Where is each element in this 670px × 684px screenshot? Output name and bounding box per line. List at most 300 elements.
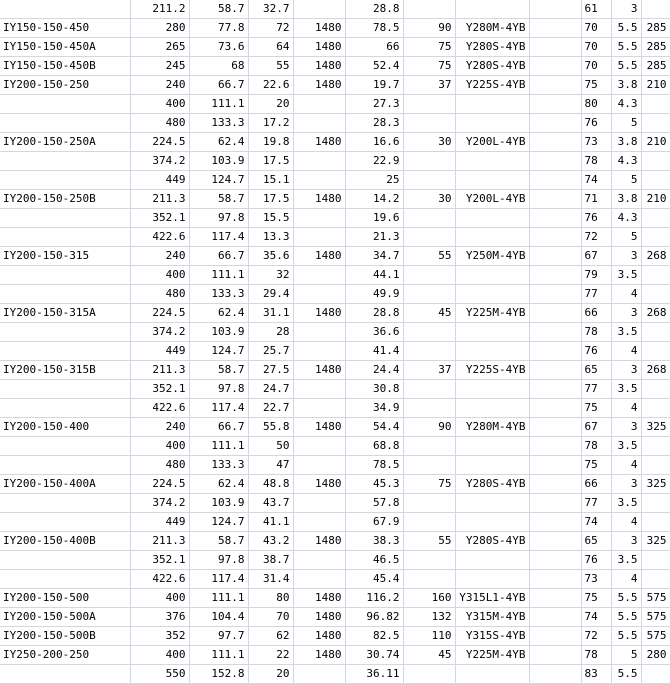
grid-cell[interactable]: 3 [611,0,641,19]
grid-cell[interactable]: 90 [403,418,455,437]
grid-cell[interactable]: 28.8 [345,304,403,323]
grid-cell[interactable]: IY200-150-400B [0,532,130,551]
grid-cell[interactable] [529,190,581,209]
grid-cell[interactable]: Y250M-4YB [455,247,529,266]
grid-cell[interactable]: 71 [581,190,611,209]
grid-cell[interactable]: 73.6 [189,38,248,57]
grid-cell[interactable]: 97.8 [189,209,248,228]
grid-cell[interactable]: 35.6 [248,247,293,266]
grid-cell[interactable]: 44.1 [345,266,403,285]
grid-cell[interactable]: 103.9 [189,323,248,342]
grid-cell[interactable]: 1480 [293,532,345,551]
grid-cell[interactable] [455,665,529,684]
grid-cell[interactable] [403,152,455,171]
grid-cell[interactable] [641,114,670,133]
grid-cell[interactable] [529,551,581,570]
grid-cell[interactable]: 62.4 [189,304,248,323]
grid-cell[interactable]: 58.7 [189,190,248,209]
grid-cell[interactable] [529,19,581,38]
grid-cell[interactable]: 76 [581,114,611,133]
grid-cell[interactable]: 66 [581,304,611,323]
grid-cell[interactable]: 285 [641,57,670,76]
grid-cell[interactable]: 13.3 [248,228,293,247]
grid-cell[interactable]: 67.9 [345,513,403,532]
grid-cell[interactable]: 76 [581,342,611,361]
grid-cell[interactable]: IY200-150-250A [0,133,130,152]
grid-cell[interactable]: 19.6 [345,209,403,228]
grid-cell[interactable] [529,494,581,513]
grid-cell[interactable]: 3.5 [611,323,641,342]
grid-cell[interactable] [293,380,345,399]
grid-cell[interactable]: 3.5 [611,437,641,456]
grid-cell[interactable]: 1480 [293,57,345,76]
grid-cell[interactable]: 4.3 [611,152,641,171]
grid-cell[interactable]: 66 [581,475,611,494]
grid-cell[interactable]: 5.5 [611,627,641,646]
grid-cell[interactable]: 55.8 [248,418,293,437]
grid-cell[interactable] [403,342,455,361]
grid-cell[interactable] [529,570,581,589]
grid-cell[interactable] [403,551,455,570]
grid-cell[interactable]: Y200L-4YB [455,133,529,152]
grid-cell[interactable] [293,399,345,418]
grid-cell[interactable]: 68.8 [345,437,403,456]
grid-cell[interactable] [293,494,345,513]
grid-cell[interactable] [293,437,345,456]
grid-cell[interactable] [529,304,581,323]
grid-cell[interactable]: 55 [403,532,455,551]
grid-cell[interactable]: 72 [581,228,611,247]
grid-cell[interactable]: 575 [641,608,670,627]
grid-cell[interactable]: 36.11 [345,665,403,684]
grid-cell[interactable]: 57.8 [345,494,403,513]
grid-cell[interactable]: Y280S-4YB [455,532,529,551]
grid-cell[interactable] [529,0,581,19]
grid-cell[interactable]: 4 [611,399,641,418]
grid-cell[interactable]: 210 [641,190,670,209]
grid-cell[interactable] [529,608,581,627]
grid-cell[interactable]: 575 [641,627,670,646]
grid-cell[interactable]: 1480 [293,646,345,665]
grid-cell[interactable]: 1480 [293,19,345,38]
grid-cell[interactable]: 28 [248,323,293,342]
grid-cell[interactable]: 38.3 [345,532,403,551]
grid-cell[interactable] [403,494,455,513]
grid-cell[interactable] [529,532,581,551]
grid-cell[interactable]: 4 [611,570,641,589]
grid-cell[interactable]: Y280S-4YB [455,38,529,57]
grid-cell[interactable] [0,570,130,589]
grid-cell[interactable]: 52.4 [345,57,403,76]
grid-cell[interactable] [0,266,130,285]
grid-cell[interactable]: 79 [581,266,611,285]
grid-cell[interactable]: 268 [641,304,670,323]
grid-cell[interactable]: 45.3 [345,475,403,494]
grid-cell[interactable]: 5.5 [611,38,641,57]
grid-cell[interactable] [455,171,529,190]
grid-cell[interactable]: 400 [130,646,189,665]
grid-cell[interactable] [403,285,455,304]
grid-cell[interactable]: 3 [611,475,641,494]
grid-cell[interactable]: 29.4 [248,285,293,304]
grid-cell[interactable]: 3 [611,247,641,266]
grid-cell[interactable]: 1480 [293,608,345,627]
grid-cell[interactable] [403,380,455,399]
grid-cell[interactable]: 64 [248,38,293,57]
grid-cell[interactable] [403,513,455,532]
grid-cell[interactable] [0,209,130,228]
grid-cell[interactable]: 325 [641,418,670,437]
grid-cell[interactable] [0,494,130,513]
grid-cell[interactable]: 352.1 [130,209,189,228]
grid-cell[interactable]: 325 [641,532,670,551]
grid-cell[interactable]: 43.7 [248,494,293,513]
grid-cell[interactable] [0,323,130,342]
grid-cell[interactable]: 66.7 [189,247,248,266]
grid-cell[interactable] [529,418,581,437]
grid-cell[interactable]: 132 [403,608,455,627]
grid-cell[interactable]: 1480 [293,304,345,323]
grid-cell[interactable]: 325 [641,475,670,494]
grid-cell[interactable]: 400 [130,95,189,114]
grid-cell[interactable]: 80 [581,95,611,114]
grid-cell[interactable] [641,437,670,456]
grid-cell[interactable]: 4 [611,456,641,475]
grid-cell[interactable]: IY200-150-400 [0,418,130,437]
grid-cell[interactable]: 97.8 [189,380,248,399]
grid-cell[interactable]: 45 [403,304,455,323]
grid-cell[interactable] [293,0,345,19]
grid-cell[interactable] [529,152,581,171]
grid-cell[interactable]: 133.3 [189,456,248,475]
grid-cell[interactable]: 280 [130,19,189,38]
grid-cell[interactable]: 3.5 [611,494,641,513]
grid-cell[interactable]: 24.4 [345,361,403,380]
grid-cell[interactable]: 58.7 [189,361,248,380]
grid-cell[interactable] [293,114,345,133]
grid-cell[interactable] [293,228,345,247]
grid-cell[interactable]: 1480 [293,361,345,380]
grid-cell[interactable]: 374.2 [130,494,189,513]
grid-cell[interactable]: 152.8 [189,665,248,684]
grid-cell[interactable] [403,266,455,285]
grid-cell[interactable] [529,399,581,418]
grid-cell[interactable] [0,114,130,133]
grid-cell[interactable]: IY200-150-250B [0,190,130,209]
grid-cell[interactable]: 43.2 [248,532,293,551]
grid-cell[interactable]: 3 [611,361,641,380]
grid-cell[interactable]: Y315S-4YB [455,627,529,646]
grid-cell[interactable]: 77 [581,494,611,513]
grid-cell[interactable] [641,95,670,114]
grid-cell[interactable]: 28.8 [345,0,403,19]
grid-cell[interactable] [293,342,345,361]
grid-cell[interactable] [641,0,670,19]
grid-cell[interactable] [455,209,529,228]
grid-cell[interactable]: 15.1 [248,171,293,190]
grid-cell[interactable]: IY200-150-500 [0,589,130,608]
grid-cell[interactable]: 245 [130,57,189,76]
grid-cell[interactable]: 77.8 [189,19,248,38]
grid-cell[interactable]: 117.4 [189,399,248,418]
grid-cell[interactable] [293,551,345,570]
grid-cell[interactable]: 36.6 [345,323,403,342]
grid-cell[interactable] [641,228,670,247]
grid-cell[interactable]: 19.8 [248,133,293,152]
grid-cell[interactable]: IY200-150-500B [0,627,130,646]
grid-cell[interactable]: 30.74 [345,646,403,665]
grid-cell[interactable]: 70 [581,38,611,57]
grid-cell[interactable]: 22.7 [248,399,293,418]
grid-cell[interactable]: 268 [641,361,670,380]
grid-cell[interactable] [0,399,130,418]
grid-cell[interactable] [641,209,670,228]
grid-cell[interactable]: 25.7 [248,342,293,361]
grid-cell[interactable]: 133.3 [189,285,248,304]
grid-cell[interactable] [293,323,345,342]
grid-cell[interactable] [529,266,581,285]
grid-cell[interactable] [641,456,670,475]
grid-cell[interactable]: IY200-150-315 [0,247,130,266]
grid-cell[interactable] [0,513,130,532]
grid-cell[interactable] [529,627,581,646]
grid-cell[interactable]: 34.7 [345,247,403,266]
grid-cell[interactable]: 117.4 [189,570,248,589]
grid-cell[interactable]: 1480 [293,475,345,494]
grid-cell[interactable]: 97.8 [189,551,248,570]
grid-cell[interactable] [455,0,529,19]
grid-cell[interactable]: IY150-150-450B [0,57,130,76]
grid-cell[interactable] [641,323,670,342]
grid-cell[interactable]: 67 [581,247,611,266]
grid-cell[interactable]: 117.4 [189,228,248,247]
grid-cell[interactable]: 1480 [293,190,345,209]
grid-cell[interactable]: 27.3 [345,95,403,114]
grid-cell[interactable]: 75 [581,456,611,475]
grid-cell[interactable]: 3.5 [611,266,641,285]
grid-cell[interactable] [455,570,529,589]
grid-cell[interactable]: 76 [581,551,611,570]
grid-cell[interactable]: 17.2 [248,114,293,133]
grid-cell[interactable]: 210 [641,76,670,95]
grid-cell[interactable]: 38.7 [248,551,293,570]
grid-cell[interactable]: 74 [581,171,611,190]
grid-cell[interactable]: 374.2 [130,323,189,342]
grid-cell[interactable] [403,437,455,456]
grid-cell[interactable] [455,399,529,418]
grid-cell[interactable] [641,551,670,570]
grid-cell[interactable] [293,171,345,190]
grid-cell[interactable]: 268 [641,247,670,266]
grid-cell[interactable]: 1480 [293,627,345,646]
grid-cell[interactable]: 41.4 [345,342,403,361]
grid-cell[interactable]: 68 [189,57,248,76]
grid-cell[interactable]: 422.6 [130,228,189,247]
grid-cell[interactable]: 422.6 [130,399,189,418]
grid-cell[interactable]: Y280S-4YB [455,57,529,76]
grid-cell[interactable]: IY200-150-315A [0,304,130,323]
grid-cell[interactable] [293,152,345,171]
grid-cell[interactable]: 124.7 [189,171,248,190]
grid-cell[interactable]: 449 [130,171,189,190]
grid-cell[interactable] [293,513,345,532]
grid-cell[interactable]: 70 [581,57,611,76]
grid-cell[interactable]: 30.8 [345,380,403,399]
grid-cell[interactable]: 211.3 [130,532,189,551]
grid-cell[interactable]: 22.6 [248,76,293,95]
grid-cell[interactable]: 5 [611,114,641,133]
grid-cell[interactable]: 352.1 [130,380,189,399]
grid-cell[interactable] [0,152,130,171]
grid-cell[interactable]: 72 [248,19,293,38]
grid-cell[interactable]: 400 [130,589,189,608]
grid-cell[interactable] [529,361,581,380]
grid-cell[interactable]: 3.8 [611,76,641,95]
grid-cell[interactable]: 62.4 [189,475,248,494]
grid-cell[interactable]: 20 [248,665,293,684]
grid-cell[interactable]: 376 [130,608,189,627]
grid-cell[interactable]: 116.2 [345,589,403,608]
grid-cell[interactable] [529,38,581,57]
grid-cell[interactable]: 45.4 [345,570,403,589]
grid-cell[interactable] [529,437,581,456]
grid-cell[interactable] [403,114,455,133]
grid-cell[interactable]: 75 [403,57,455,76]
grid-cell[interactable]: 70 [581,19,611,38]
grid-cell[interactable] [641,380,670,399]
grid-cell[interactable]: Y280M-4YB [455,418,529,437]
grid-cell[interactable]: 1480 [293,418,345,437]
grid-cell[interactable]: 78 [581,646,611,665]
grid-cell[interactable]: 240 [130,418,189,437]
grid-cell[interactable]: IY150-150-450A [0,38,130,57]
grid-cell[interactable] [455,342,529,361]
grid-cell[interactable] [403,209,455,228]
grid-cell[interactable]: 32.7 [248,0,293,19]
grid-cell[interactable]: 55 [248,57,293,76]
grid-cell[interactable] [0,437,130,456]
grid-cell[interactable]: 90 [403,19,455,38]
grid-cell[interactable] [0,228,130,247]
grid-cell[interactable] [529,665,581,684]
grid-cell[interactable]: Y225M-4YB [455,304,529,323]
grid-cell[interactable]: 15.5 [248,209,293,228]
grid-cell[interactable]: 65 [581,361,611,380]
grid-cell[interactable]: 4 [611,513,641,532]
grid-cell[interactable]: 74 [581,513,611,532]
grid-cell[interactable]: 17.5 [248,190,293,209]
grid-cell[interactable] [0,665,130,684]
grid-cell[interactable]: 27.5 [248,361,293,380]
grid-cell[interactable]: 5 [611,171,641,190]
grid-cell[interactable] [455,437,529,456]
grid-cell[interactable]: 41.1 [248,513,293,532]
grid-cell[interactable]: 65 [581,532,611,551]
grid-cell[interactable] [0,0,130,19]
grid-cell[interactable]: 75 [581,589,611,608]
grid-cell[interactable]: 400 [130,266,189,285]
grid-cell[interactable]: 5 [611,228,641,247]
grid-cell[interactable]: 31.1 [248,304,293,323]
grid-cell[interactable]: 25 [345,171,403,190]
grid-cell[interactable] [455,456,529,475]
grid-cell[interactable]: 78 [581,152,611,171]
grid-cell[interactable] [529,95,581,114]
grid-cell[interactable]: 1480 [293,76,345,95]
grid-cell[interactable]: 80 [248,589,293,608]
grid-cell[interactable]: 48.8 [248,475,293,494]
grid-cell[interactable]: 5.5 [611,57,641,76]
grid-cell[interactable] [455,95,529,114]
grid-cell[interactable]: 58.7 [189,532,248,551]
grid-cell[interactable]: IY150-150-450 [0,19,130,38]
grid-cell[interactable]: 31.4 [248,570,293,589]
grid-cell[interactable]: 22.9 [345,152,403,171]
grid-cell[interactable]: 1480 [293,38,345,57]
grid-cell[interactable]: 17.5 [248,152,293,171]
grid-cell[interactable]: 280 [641,646,670,665]
grid-cell[interactable]: 449 [130,513,189,532]
grid-cell[interactable] [641,665,670,684]
grid-cell[interactable]: 4 [611,285,641,304]
grid-cell[interactable]: Y315M-4YB [455,608,529,627]
grid-cell[interactable]: 210 [641,133,670,152]
grid-cell[interactable]: Y225M-4YB [455,646,529,665]
grid-cell[interactable] [641,399,670,418]
grid-cell[interactable]: 224.5 [130,475,189,494]
grid-cell[interactable] [293,266,345,285]
grid-cell[interactable]: 75 [581,76,611,95]
grid-cell[interactable] [529,209,581,228]
grid-cell[interactable] [641,570,670,589]
grid-cell[interactable] [641,494,670,513]
grid-cell[interactable]: 78 [581,437,611,456]
grid-cell[interactable]: 285 [641,38,670,57]
grid-cell[interactable] [529,285,581,304]
grid-cell[interactable]: 20 [248,95,293,114]
grid-cell[interactable] [403,323,455,342]
grid-cell[interactable]: 34.9 [345,399,403,418]
grid-cell[interactable]: 55 [403,247,455,266]
grid-cell[interactable]: 73 [581,570,611,589]
grid-cell[interactable]: 160 [403,589,455,608]
grid-cell[interactable]: 3.8 [611,190,641,209]
grid-cell[interactable]: IY250-200-250 [0,646,130,665]
grid-cell[interactable]: 374.2 [130,152,189,171]
grid-cell[interactable] [529,57,581,76]
grid-cell[interactable] [455,266,529,285]
grid-cell[interactable] [293,665,345,684]
grid-cell[interactable]: 1480 [293,247,345,266]
grid-cell[interactable]: 21.3 [345,228,403,247]
grid-cell[interactable] [455,380,529,399]
grid-cell[interactable]: IY200-150-500A [0,608,130,627]
grid-cell[interactable]: 24.7 [248,380,293,399]
grid-cell[interactable]: 16.6 [345,133,403,152]
grid-cell[interactable] [0,285,130,304]
grid-cell[interactable]: 78.5 [345,19,403,38]
grid-cell[interactable]: 78.5 [345,456,403,475]
grid-cell[interactable]: 5.5 [611,589,641,608]
grid-cell[interactable]: 49.9 [345,285,403,304]
grid-cell[interactable]: 3 [611,418,641,437]
grid-cell[interactable]: 3.5 [611,551,641,570]
grid-cell[interactable]: 37 [403,361,455,380]
grid-cell[interactable] [455,513,529,532]
grid-cell[interactable] [641,513,670,532]
grid-cell[interactable] [641,266,670,285]
grid-cell[interactable]: 58.7 [189,0,248,19]
